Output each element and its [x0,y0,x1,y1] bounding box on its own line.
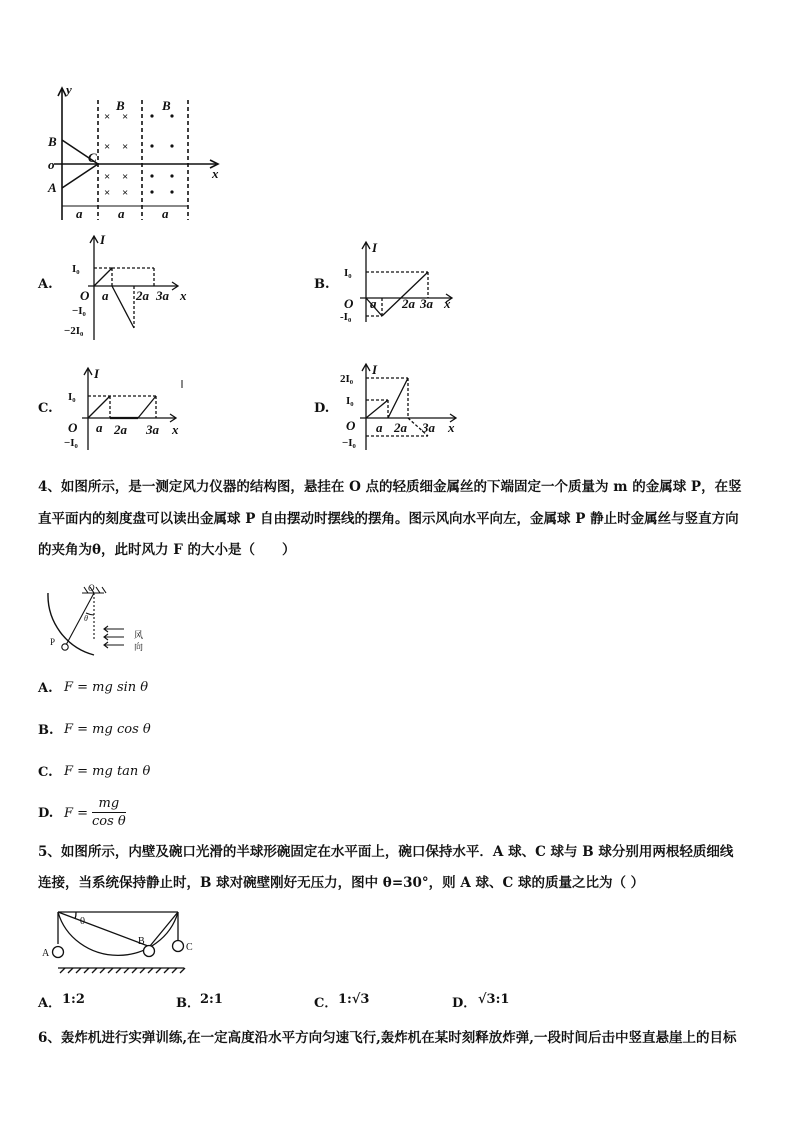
q3b-origin: O [344,296,354,311]
q3-option-a-graph [58,230,198,350]
q3c-origin: O [68,420,78,435]
q3d-origin: O [346,418,356,433]
q5-option-b-letter: B． [176,996,200,1011]
label-b-left: B [48,134,57,149]
q3d-xtick-1: a [376,420,383,435]
q4-fig-wind-1: 风 [134,630,144,640]
seg-label-3: a [162,206,169,221]
q3d-ytick-1: 2I₀ [340,373,354,385]
q3d-ytick-2: I₀ [346,395,354,407]
q3b-ytick-2: -I₀ [340,311,352,323]
q4-option-a-letter: A. [38,681,53,696]
svg-text:×: × [104,111,111,123]
q5-option-a-text: 1:2 [62,992,85,1007]
q3-option-c-graph [58,362,188,452]
q3-option-b-graph [336,236,466,326]
svg-text:×: × [122,171,129,183]
q3a-xtick-2: 2a [136,288,149,303]
q4-option-c-letter: C. [38,765,53,780]
q3a-ytick-1: I₀ [72,263,80,275]
q3d-ylabel: I [372,362,378,377]
q4-option-d-denominator: cos θ [92,814,126,829]
q4-option-d-fraction [92,795,126,830]
q4-fig-p: P [50,637,56,647]
q5-option-b-text: 2:1 [200,992,223,1007]
q4-option-b-letter: B. [38,723,54,738]
q4-fig-theta: θ [84,614,88,623]
q5-fig-c: C [186,942,193,953]
q5-option-c-text: 1:√3 [338,992,370,1007]
q3a-ylabel: I [100,232,106,247]
q3d-ytick-3: −I₀ [342,437,356,449]
q5-fig-b: B [138,936,145,947]
q5-fig-a: A [42,948,50,959]
q3-option-d-letter: D. [314,401,330,416]
svg-text:×: × [104,141,111,153]
axis-y-label: y [66,82,72,97]
seg-label-1: a [76,206,83,221]
q4-option-d-letter: D. [38,806,54,821]
q3c-xtick-1: a [96,420,103,435]
q3-option-c-letter: C. [38,401,53,416]
q4-line-3: 的夹角为θ，此时风力 F 的大小是（ ） [38,542,296,558]
q3-option-d-graph [336,360,466,452]
q4-option-d-numerator: mg [92,795,126,813]
q3a-xtick-1: a [102,288,109,303]
svg-text:×: × [104,187,111,199]
q4-option-a-formula: F = mg sin θ [64,680,149,695]
q5-option-c-letter: C． [314,996,338,1011]
q3c-ylabel: I [94,366,100,381]
q4-pendulum-figure [40,583,170,663]
q5-fig-theta: 0 [80,916,85,927]
q3d-xtick-2: 2a [394,420,407,435]
q3-option-a-letter: A. [38,277,53,292]
field-label-1: B [116,98,125,113]
q4-option-d-lhs: F = [64,806,89,821]
q4-option-c-formula: F = mg tan θ [64,764,151,779]
label-o: o [48,157,55,172]
q3d-xtick-3: 3a [422,420,435,435]
q3a-xtick-3: 3a [156,288,169,303]
q3c-xtick-2: 2a [114,422,127,437]
q4-line-1: 4、如图所示，是一测定风力仪器的结构图，悬挂在 O 点的轻质细金属丝的下端固定一个质量为 m 的金属球 P，在竖 [38,479,742,495]
q4-fig-wind-2: 向 [134,642,144,652]
q3a-xlabel: x [180,288,187,303]
q3b-xtick-1: a [370,296,377,311]
q3b-xtick-3: 3a [420,296,433,311]
q3a-origin: O [80,288,90,303]
svg-text:×: × [122,141,129,153]
q3d-xlabel: x [448,420,455,435]
q3-option-b-letter: B. [314,277,330,292]
top-field-figure [40,80,230,225]
q5-option-d-letter: D． [452,996,477,1011]
q3b-xlabel: x [444,296,451,311]
q3c-ytick-1: I₀ [68,391,76,403]
label-a-left: A [48,180,57,195]
q6-line-1: 6、轰炸机进行实弹训练,在一定高度沿水平方向匀速飞行,轰炸机在某时刻释放炸弹,一段时间后击中竖直悬崖上的目标 [38,1030,737,1046]
label-c: C [88,150,97,165]
q5-option-a-letter: A． [38,996,62,1011]
q3b-xtick-2: 2a [402,296,415,311]
q3b-ylabel: I [372,240,378,255]
svg-text:×: × [122,187,129,199]
q5-bowl-figure [38,906,198,978]
q3a-ytick-3: −2I₀ [64,325,84,337]
seg-label-2: a [118,206,125,221]
q5-option-d-text: √3:1 [478,992,510,1007]
q3b-ytick-1: I₀ [344,267,352,279]
q3a-ytick-2: −I₀ [72,305,86,317]
q4-fig-o: O [88,583,95,593]
q5-line-2: 连接，当系统保持静止时，B 球对碗壁刚好无压力，图中 θ=30°，则 A 球、C 球的质量之比为（ ） [38,875,645,891]
q4-line-2: 直平面内的刻度盘可以读出金属球 P 自由摆动时摆线的摆角。图示风向水平向左，金属球 P 静止时金属丝与竖直方向 [38,511,739,527]
svg-text:×: × [104,171,111,183]
field-label-2: B [162,98,171,113]
svg-text:×: × [122,111,129,123]
q3c-ytick-2: −I₀ [64,437,78,449]
q4-option-b-formula: F = mg cos θ [64,722,151,737]
q5-line-1: 5、如图所示，内壁及碗口光滑的半球形碗固定在水平面上，碗口保持水平．A 球、C 球与 B 球分别用两根轻质细线 [38,844,734,860]
q3c-xtick-3: 3a [146,422,159,437]
q3c-xlabel: x [172,422,179,437]
axis-x-label: x [212,166,219,181]
